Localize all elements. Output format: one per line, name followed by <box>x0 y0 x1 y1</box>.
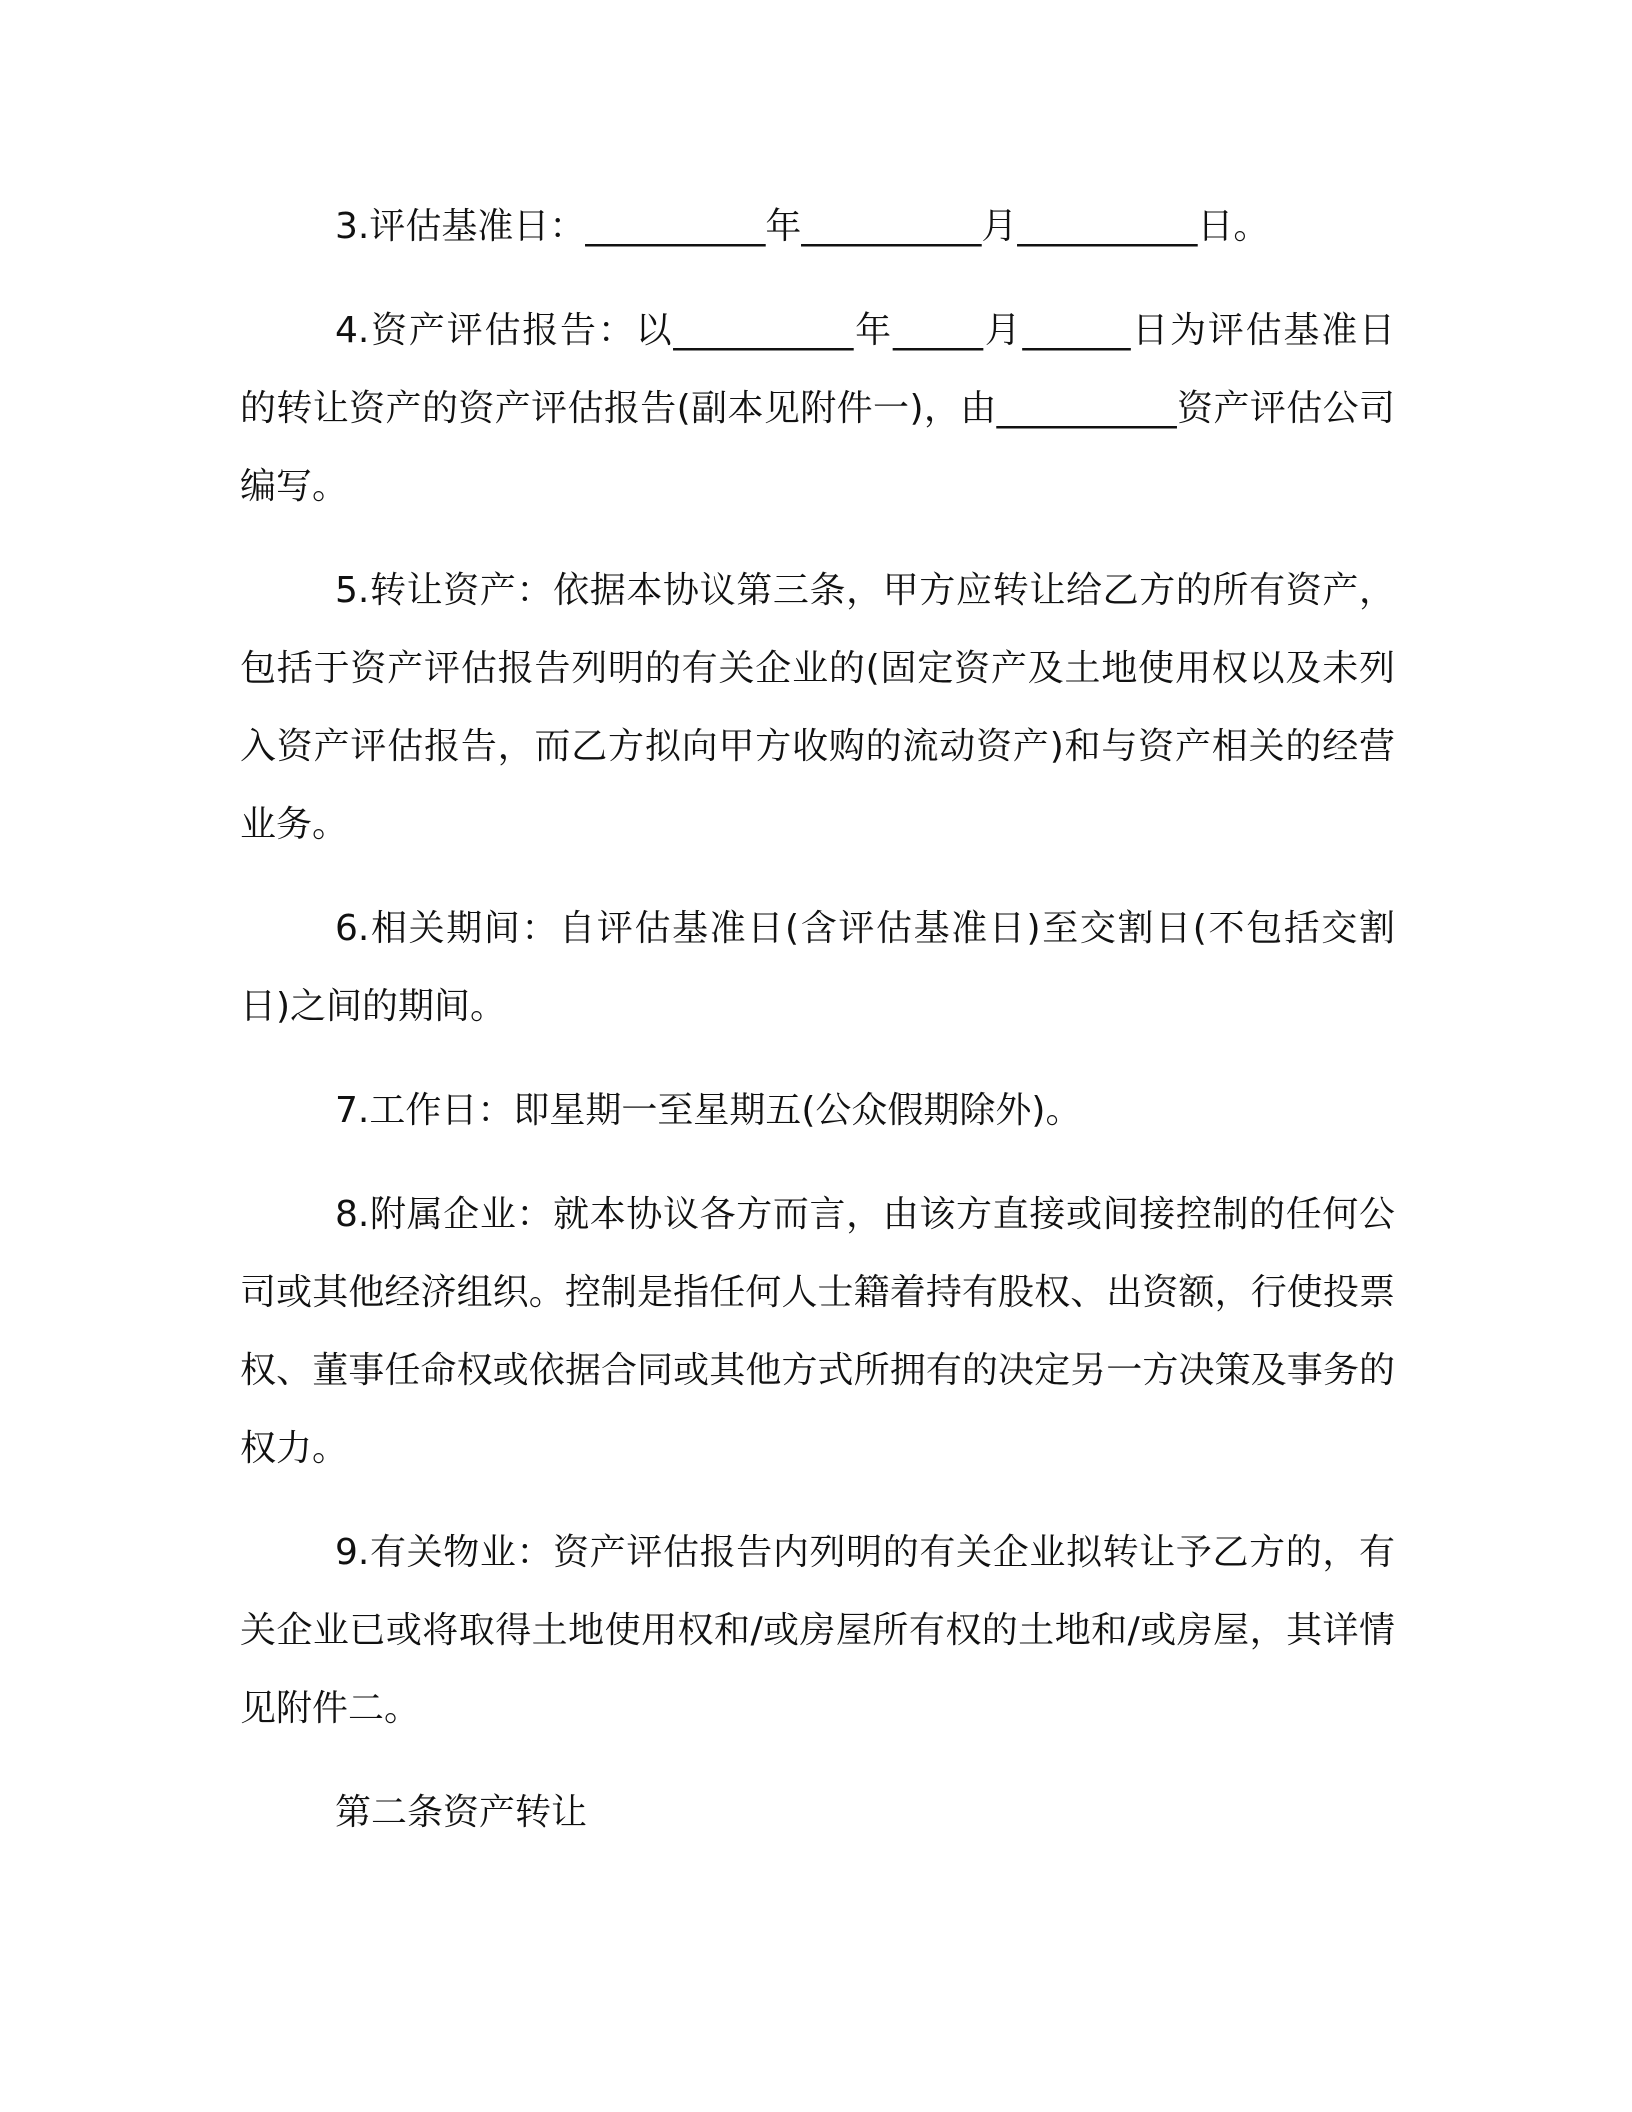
clause-8-affiliates: 8.附属企业：就本协议各方而言，由该方直接或间接控制的任何公司或其他经济组织。控制是指任何人士籍着持有股权、出资额，行使投票权、董事任命权或依据合同或其他方式所拥有的决定另一方决策及事务的权力。 <box>240 1194 1395 1469</box>
clause-6-relevant-period: 6.相关期间：自评估基准日(含评估基准日)至交割日(不包括交割日)之间的期间。 <box>240 908 1395 1027</box>
clause-5-transferred-assets: 5.转让资产：依据本协议第三条，甲方应转让给乙方的所有资产，包括于资产评估报告列明的有关企业的(固定资产及土地使用权以及未列入资产评估报告，而乙方拟向甲方收购的流动资产)和与资产相关的经营业务。 <box>240 570 1395 845</box>
clause-4-valuation-report: 4.资产评估报告：以__________年_____月______日为评估基准日的转让资产的资产评估报告(副本见附件一)，由__________资产评估公司编写。 <box>240 310 1395 507</box>
clause-7-working-day: 7.工作日：即星期一至星期五(公众假期除外)。 <box>335 1090 1082 1131</box>
clause-3-valuation-date: 3.评估基准日：__________年__________月__________日。 <box>335 206 1270 247</box>
document-body <box>240 188 1395 1852</box>
clause-9-related-property: 9.有关物业：资产评估报告内列明的有关企业拟转让予乙方的，有关企业已或将取得土地使用权和/或房屋所有权的土地和/或房屋，其详情见附件二。 <box>240 1532 1395 1729</box>
section-heading-article-2: 第二条资产转让 <box>335 1792 588 1833</box>
